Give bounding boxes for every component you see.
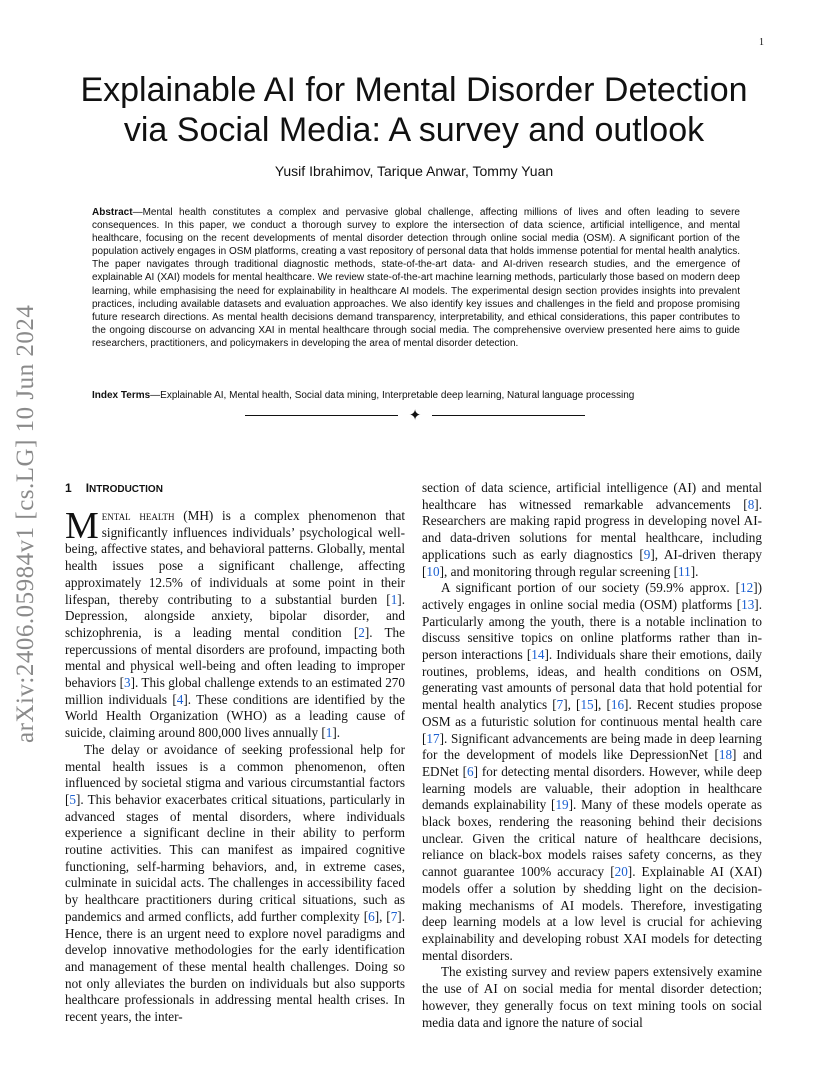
index-terms (92, 389, 740, 402)
citation-link[interactable]: 6 (466, 763, 474, 779)
citation-link[interactable]: 4 (176, 691, 184, 707)
citation-link[interactable]: 11 (678, 563, 691, 579)
drop-cap: M (65, 505, 99, 547)
intro-smallcaps: ental health (101, 508, 175, 523)
citation-link[interactable]: 7 (390, 908, 398, 924)
citation-link[interactable]: 12 (740, 580, 754, 596)
citation-link[interactable]: 16 (610, 697, 625, 713)
citation-link[interactable]: 2 (358, 624, 365, 640)
intro-paragraph-1-text: (MH) is a complex phenomenon that significantly influences individuals’ psychological well-being, affective states, and behavioral patterns. Globally, mental health issues pose a significant challenge, affecting approximately 12.5% of individuals at some point in their lifespan, thereby contributing to a substantial burden [1]. Depression, alongside anxiety, bipolar disorder, and schizophrenia, is a leading mental condition [2]. The repercussions of mental disorders are profound, impacting both mental and physical well-being and often leading to improper behaviors [3]. This global challenge extends to an estimated 270 million individuals [4]. These conditions are identified by the World Health Organization (WHO) as a leading cause of suicide, claiming around 800,000 lives annually [1]. (65, 508, 406, 741)
citation-link[interactable]: 19 (555, 797, 569, 813)
citation-link[interactable]: 7 (556, 697, 564, 713)
authors: Yusif Ibrahimov, Tarique Anwar, Tommy Yuan (274, 163, 554, 179)
index-terms-text: —Explainable AI, Mental health, Social data mining, Interpretable deep learning, Natural language processing (150, 390, 635, 401)
section-number: 1 (65, 481, 72, 495)
paper-title: Explainable AI for Mental Disorder Detection via Social Media: A survey and outlook (80, 71, 748, 149)
left-column (65, 480, 405, 1026)
index-terms-label: Index Terms (92, 390, 151, 401)
section-heading (65, 480, 405, 498)
citation-link[interactable]: 8 (747, 496, 755, 512)
section-title: INTRODUCTION (85, 481, 163, 495)
citation-link[interactable]: 9 (643, 546, 651, 562)
right-paragraph-1: section of data science, artificial intelligence (AI) and mental healthcare has witnessed remarkable advancements [8]. Researchers are making rapid progress in developing novel AI- and data-driven solutions for mental healthcare, including applications such as early diagnostics [9], AI-driven therapy [10], and monitoring through regular screening [11]. (422, 480, 763, 579)
divider-line-left (245, 415, 398, 416)
citation-link[interactable]: 6 (368, 908, 375, 924)
intro-paragraph-1 (65, 505, 406, 742)
citation-link[interactable]: 3 (124, 675, 131, 691)
intro-paragraph-2: The delay or avoidance of seeking professional help for mental health issues is a common phenomenon, often influenced by societal stigma and various circumstantial factors [5]. This behavior exacerbates critical situations, particularly in advanced stages of mental disorders, where individuals experience a significant decline in their ability to perform routine activities. This can manifest as impaired cognitive functioning, self-harming behaviors, and, in extreme cases, culminate in suicidal acts. The challenges in accessibility faced by healthcare practitioners during critical situations, such as pandemics and armed conflicts, add further complexity [6], [7]. Hence, there is an urgent need to explore novel paradigms and develop innovative methodologies for the early identification and management of these mental health challenges. Doing so not only alleviates the burden on individuals but also supports healthcare professionals in addressing mental health crises. In recent years, the inter- (65, 741, 405, 1025)
citation-link[interactable]: 13 (741, 596, 755, 612)
right-paragraph-3: The existing survey and review papers extensively examine the use of AI on social media for mental disorder detection; however, they generally focus on text mining tools on social media data and ignore the nature of social (422, 964, 762, 1030)
citation-link[interactable]: 18 (718, 747, 733, 763)
abstract-text: —Mental health constitutes a complex and pervasive global challenge, affecting millions of lives and often leading to severe consequences. In this paper, we conduct a thorough survey to explore the intersection of data science, artificial intelligence, and mental healthcare, focusing on the recent developments of mental disorder detection through online social media (OSM). A significant portion of the population actively engages in OSM platforms, creating a vast repository of personal data that holds immense potential for mental health analytics. The paper navigates through traditional diagnostic methods, state-of-the-art data- and AI-driven research studies, and the emergence of explainable AI (XAI) models for mental healthcare. We review state-of-the-art machine learning methods, particularly those based on modern deep learning, while emphasising the need for explainability in healthcare AI models. The experimental design section provides insights into prevalent practices, including available datasets and evaluation approaches. We also identify key issues and challenges in the field and propose promising future research directions. As mental health decisions demand transparency, interpretability, and ethical considerations, this paper contributes to the ongoing discourse on advancing XAI in mental healthcare through social media. The comprehensive overview presented here aims to guide researchers, practitioners, and policymakers in developing the area of mental disorder detection. (92, 207, 740, 349)
citation-link[interactable]: 5 (69, 791, 76, 807)
arxiv-stamp: arXiv:2406.05984v1 [cs.LG] 10 Jun 2024 (12, 304, 39, 743)
citation-link[interactable]: 14 (531, 647, 545, 663)
citation-link[interactable]: 1 (325, 725, 333, 741)
divider-line-right (432, 415, 585, 416)
citation-link[interactable]: 1 (390, 591, 398, 607)
citation-link[interactable]: 10 (426, 563, 440, 579)
abstract-label: Abstract (92, 207, 133, 218)
page-number: 1 (759, 37, 764, 48)
diamond-icon: ✦ (408, 406, 422, 424)
section-divider (245, 406, 585, 426)
right-paragraph-2: A significant portion of our society (59.9% approx. [12]) actively engages in online social media (OSM) platforms [13]. Particularly among the youth, there is a notable inclination to discuss sensitive topics on online platforms rather than in-person interactions [14]. Individuals share their emotions, daily routines, problems, ideas, and health conditions on OSM, generating vast amounts of personal data that hold potential for mental health analytics [7], [15], [16]. Recent studies propose OSM as a futuristic solution for continuous mental health care [17]. Significant advancements are being made in deep learning for the development of models like DepressionNet [18] and EDNet [6] for detecting mental disorders. However, while deep learning models are valuable, their adoption in healthcare demands explainability [19]. Many of these models operate as black boxes, rendering the reasoning behind their decisions unclear. Given the critical nature of healthcare decisions, reliance on black-box models raises safety concerns, as they cannot guarantee 100% accuracy [20]. Explainable AI (XAI) models offer a solution by shedding light on the decision-making mechanisms of AI models. Therefore, investigating deep learning models at a low level is crucial for achieving explainability and developing robust XAI models for detecting mental disorders. (422, 580, 763, 963)
citation-link[interactable]: 20 (614, 864, 628, 880)
citation-link[interactable]: 15 (580, 697, 594, 713)
citation-link[interactable]: 17 (426, 730, 440, 746)
abstract (92, 206, 740, 350)
right-column (422, 480, 762, 1031)
